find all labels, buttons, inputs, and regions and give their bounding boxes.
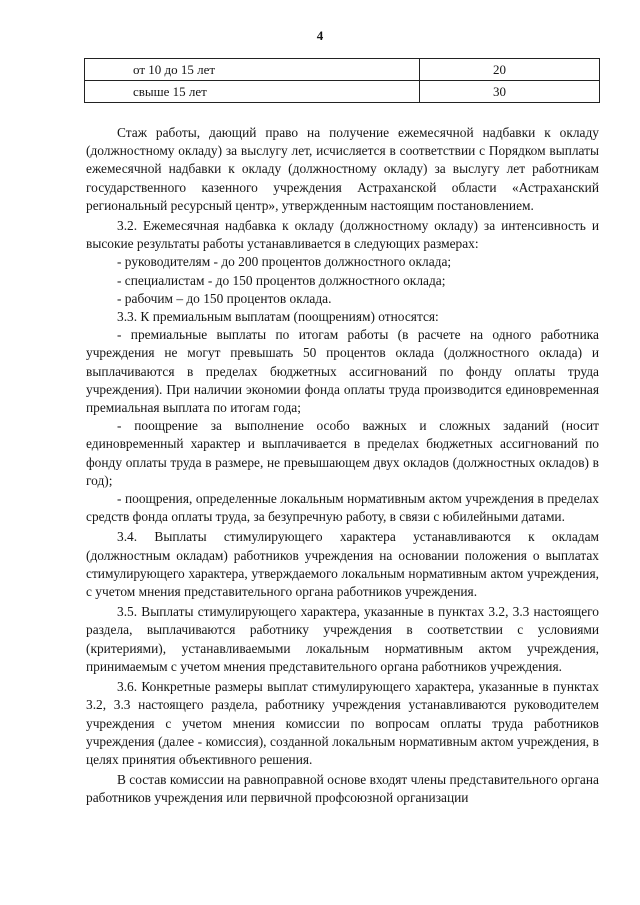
- list-item: - поощрение за выполнение особо важных и сложных заданий (носит единовременный характер и выплачивается в пределах бюджетных ассигнований по фонду оплаты труда в размере, не превышающем двух окладов (должностных окладов) в год);: [86, 418, 599, 488]
- paragraph-commission: В состав комиссии на равноправной основе входят члены представительного органа работников учреждения или первичной профсоюзной организации: [86, 772, 599, 806]
- table-row: [85, 59, 600, 81]
- page-number: 4: [316, 28, 324, 43]
- paragraph-3-5: 3.5. Выплаты стимулирующего характера, указанные в пунктах 3.2, 3.3 настоящего раздела, выплачиваются работнику учреждения в соответствии с условиями (критериями), устанавливаемыми локальным нормативным актом учреждения, принимаемым с учетом мнения представительного органа работников учреждения.: [86, 604, 599, 674]
- document-body: [86, 124, 599, 808]
- table-cell-percent: 30: [420, 81, 600, 103]
- list-item: - рабочим – до 150 процентов оклада.: [117, 290, 332, 306]
- table-cell-period: от 10 до 15 лет: [85, 59, 420, 81]
- paragraph-3-3: 3.3. К премиальным выплатам (поощрениям) относятся:: [117, 309, 439, 325]
- paragraph-3-4: 3.4. Выплаты стимулирующего характера устанавливаются к окладам (должностным окладам) работников учреждения на основании положения о выплатах стимулирующего характера, утверждаемого локальным нормативным актом учреждения, с учетом мнения представительного органа работников учреждения.: [86, 529, 599, 600]
- paragraph-3-2: 3.2. Ежемесячная надбавка к окладу (должностному окладу) за интенсивность и высокие результаты работы устанавливается в следующих размерах:: [86, 218, 599, 252]
- list-item: - специалистам - до 150 процентов должностного оклада;: [117, 272, 446, 288]
- table-cell-period: свыше 15 лет: [85, 81, 420, 103]
- paragraph-3-6: 3.6. Конкретные размеры выплат стимулирующего характера, указанные в пунктах 3.2, 3.3 настоящего раздела, работнику учреждения устанавливаются руководителем учреждения с учетом мнения комиссии по вопросам оплаты труда работников учреждения (далее - комиссия), созданной локальным нормативным актом учреждения, в целях принятия объективного решения.: [86, 679, 599, 767]
- table-cell-percent: 20: [420, 59, 600, 81]
- list-item: - премиальные выплаты по итогам работы (в расчете на одного работника учреждения не могут превышать 50 процентов оклада (должностного оклада) и выплачиваются в пределах бюджетных ассигнований по фонду оплаты труда учреждения). При наличии экономии фонда оплаты труда производится единовременная премиальная выплата по итогам года;: [86, 327, 599, 416]
- paragraph-seniority: Стаж работы, дающий право на получение ежемесячной надбавки к окладу (должностному окладу) за выслугу лет, исчисляется в соответствии с Порядком выплаты ежемесячной надбавки к окладу (должностному окладу) за выслугу лет работникам государственного казенного учреждения Астраханской области «Астраханский региональный ресурсный центр», утвержденным настоящим постановлением.: [86, 125, 599, 213]
- list-item: - поощрения, определенные локальным нормативным актом учреждения в пределах средств фонда оплаты труда, за безупречную работу, в связи с юбилейными датами.: [86, 491, 599, 525]
- seniority-table: [84, 58, 600, 103]
- table-row: [85, 81, 600, 103]
- list-item: - руководителям - до 200 процентов должностного оклада;: [117, 254, 452, 270]
